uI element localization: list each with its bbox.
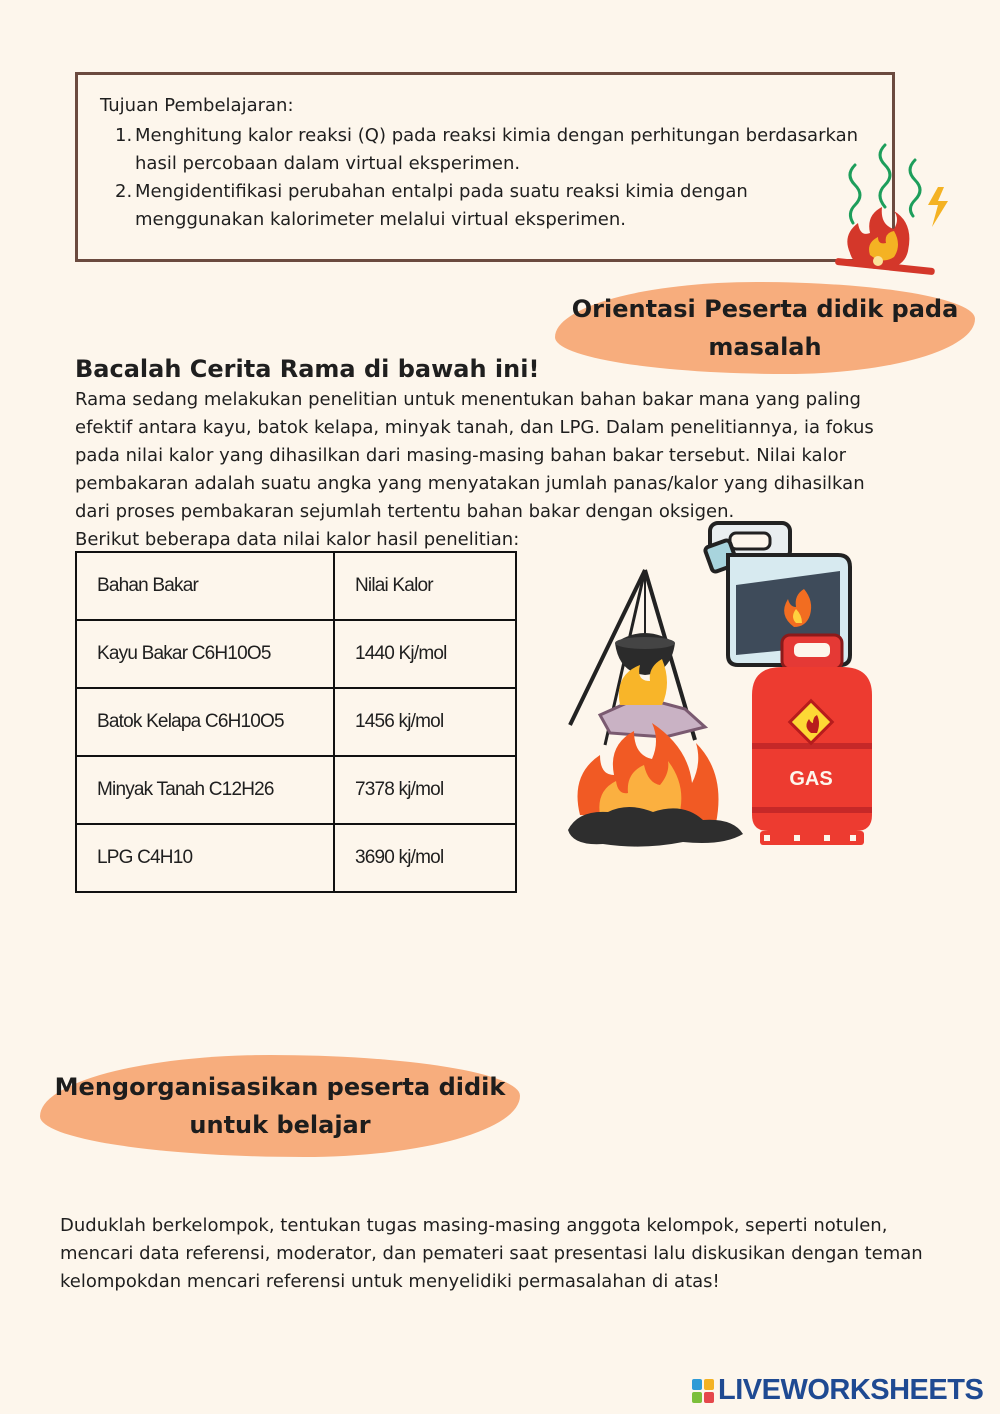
gas-label: GAS	[789, 768, 833, 790]
table-cell: 1440 Kj/mol	[334, 620, 516, 688]
objective-number: 1.	[115, 125, 133, 146]
heading-line: Orientasi Peserta didik pada	[571, 295, 959, 323]
objectives-title: Tujuan Pembelajaran:	[100, 95, 294, 116]
table-cell: 1456 kj/mol	[334, 688, 516, 756]
fire-heat-icon	[830, 135, 960, 285]
story-line: pembakaran adalah suatu angka yang menyatakan jumlah panas/kalor yang dihasilkan	[75, 473, 865, 494]
liveworksheets-logo[interactable]	[692, 1374, 983, 1407]
objective-item	[115, 178, 905, 234]
table-row	[76, 620, 516, 688]
heat-value-table	[75, 551, 517, 893]
table-cell: 7378 kj/mol	[334, 756, 516, 824]
table-cell: 3690 kj/mol	[334, 824, 516, 892]
table-cell: Minyak Tanah C12H26	[76, 756, 334, 824]
table-row	[76, 688, 516, 756]
story-heading: Bacalah Cerita Rama di bawah ini!	[75, 355, 540, 383]
story-line: Berikut beberapa data nilai kalor hasil penelitian:	[75, 529, 520, 550]
objectives-list	[115, 122, 905, 234]
logo-mark-icon	[692, 1379, 714, 1403]
story-line: Rama sedang melakukan penelitian untuk menentukan bahan bakar mana yang paling	[75, 389, 861, 410]
organize-line: mencari data referensi, moderator, dan pemateri saat presentasi lalu diskusikan dengan teman	[60, 1243, 923, 1264]
organize-line: kelompokdan mencari referensi untuk menyelidiki permasalahan di atas!	[60, 1271, 720, 1292]
story-line: pada nilai kalor yang dihasilkan dari masing-masing bahan bakar tersebut. Nilai kalor	[75, 445, 847, 466]
fuel-illustration	[560, 515, 880, 855]
organize-line: Duduklah berkelompok, tentukan tugas masing-masing anggota kelompok, seperti notulen,	[60, 1215, 888, 1236]
objective-line: menggunakan kalorimeter melalui virtual eksperimen.	[135, 209, 626, 230]
objective-text	[135, 178, 748, 234]
table-row	[76, 756, 516, 824]
heading-line: Mengorganisasikan peserta didik	[54, 1073, 506, 1101]
heading-line: masalah	[708, 333, 822, 361]
table-header-cell: Nilai Kalor	[334, 552, 516, 620]
objective-line: hasil percobaan dalam virtual eksperimen.	[135, 153, 521, 174]
objective-line: Mengidentifikasi perubahan entalpi pada suatu reaksi kimia dengan	[135, 181, 748, 202]
table-cell: LPG C4H10	[76, 824, 334, 892]
objective-number: 2.	[115, 181, 133, 202]
heading-line: untuk belajar	[189, 1111, 371, 1139]
organize-paragraph	[60, 1212, 970, 1296]
table-header-row	[76, 552, 516, 620]
objective-text	[135, 122, 858, 178]
section-orientasi-heading	[555, 282, 975, 374]
table-cell: Kayu Bakar C6H10O5	[76, 620, 334, 688]
objective-item	[115, 122, 905, 178]
section-organize-heading	[40, 1055, 520, 1157]
campfire-icon	[568, 570, 743, 847]
objective-line: Menghitung kalor reaksi (Q) pada reaksi kimia dengan perhitungan berdasarkan	[135, 125, 859, 146]
table-row	[76, 824, 516, 892]
story-line: dari proses pembakaran sejumlah tertentu bahan bakar dengan oksigen.	[75, 501, 735, 522]
logo-text: LIVEWORKSHEETS	[718, 1374, 984, 1406]
table-header-cell: Bahan Bakar	[76, 552, 334, 620]
table-cell: Batok Kelapa C6H10O5	[76, 688, 334, 756]
story-line: efektif antara kayu, batok kelapa, minyak tanah, dan LPG. Dalam penelitiannya, ia fokus	[75, 417, 874, 438]
